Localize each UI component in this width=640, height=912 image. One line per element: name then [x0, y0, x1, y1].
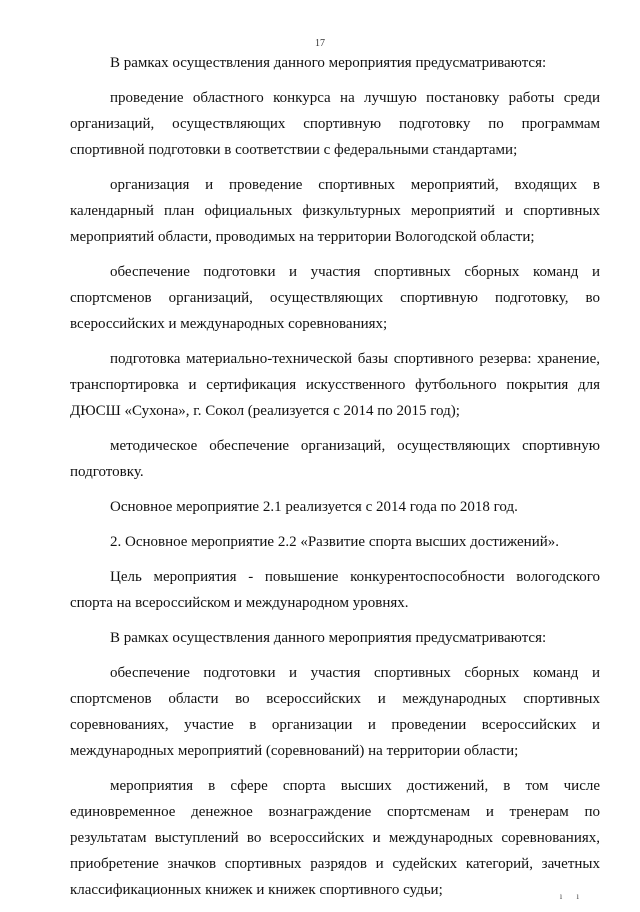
paragraph-intro-2: В рамках осуществления данного мероприятия предусматриваются:: [110, 630, 547, 646]
paragraph-heading-2-2: 2. Основное мероприятие 2.2 «Развитие спорта высших достижений».: [110, 534, 560, 550]
paragraph-teams-2: обеспечение подготовки и участия спортивных сборных команд и спортсменов области во всероссийских и международных спортивных соревнованиях, участие в организации и проведении всероссийских и международных мероприятий (соревнований) на территории области;: [70, 665, 600, 759]
paragraph-events: организация и проведение спортивных мероприятий, входящих в календарный план официальных физкультурных мероприятий и спортивных мероприятий области, проводимых на территории Вологодской области;: [70, 177, 600, 245]
document-body: [70, 50, 600, 912]
paragraph-base: подготовка материально-технической базы спортивного резерва: хранение, транспортировка и сертификация искусственного футбольного покрытия для ДЮСШ «Сухона», г. Сокол (реализуется с 2014 по 2015 год);: [70, 351, 600, 419]
paragraph-intro: В рамках осуществления данного мероприятия предусматриваются:: [110, 55, 547, 71]
paragraph-period: Основное мероприятие 2.1 реализуется с 2014 года по 2018 год.: [110, 499, 518, 515]
paragraph-high-achievements: мероприятия в сфере спорта высших достижений, в том числе единовременное денежное вознаграждение спортсменам и тренерам по результатам выступлений во всероссийских и международных соревнованиях, приобретение значков спортивных разрядов и судейских категорий, зачетных классификационных книжек и книжек спортивного судьи;: [70, 778, 600, 898]
paragraph-methodical: методическое обеспечение организаций, осуществляющих спортивную подготовку.: [70, 438, 600, 480]
page-number: 17: [315, 38, 325, 49]
paragraph-teams: обеспечение подготовки и участия спортивных сборных команд и спортсменов организаций, осуществляющих спортивную подготовку, во всероссийских и международных соревнованиях;: [70, 264, 600, 332]
paragraph-goal: Цель мероприятия - повышение конкурентоспособности вологодского спорта на всероссийском и международном уровнях.: [70, 569, 600, 611]
footer-mark: ı ı: [559, 891, 585, 901]
paragraph-contest: проведение областного конкурса на лучшую постановку работы среди организаций, осуществляющих спортивную подготовку по программам спортивной подготовки в соответствии с федеральными стандартами;: [70, 90, 600, 158]
